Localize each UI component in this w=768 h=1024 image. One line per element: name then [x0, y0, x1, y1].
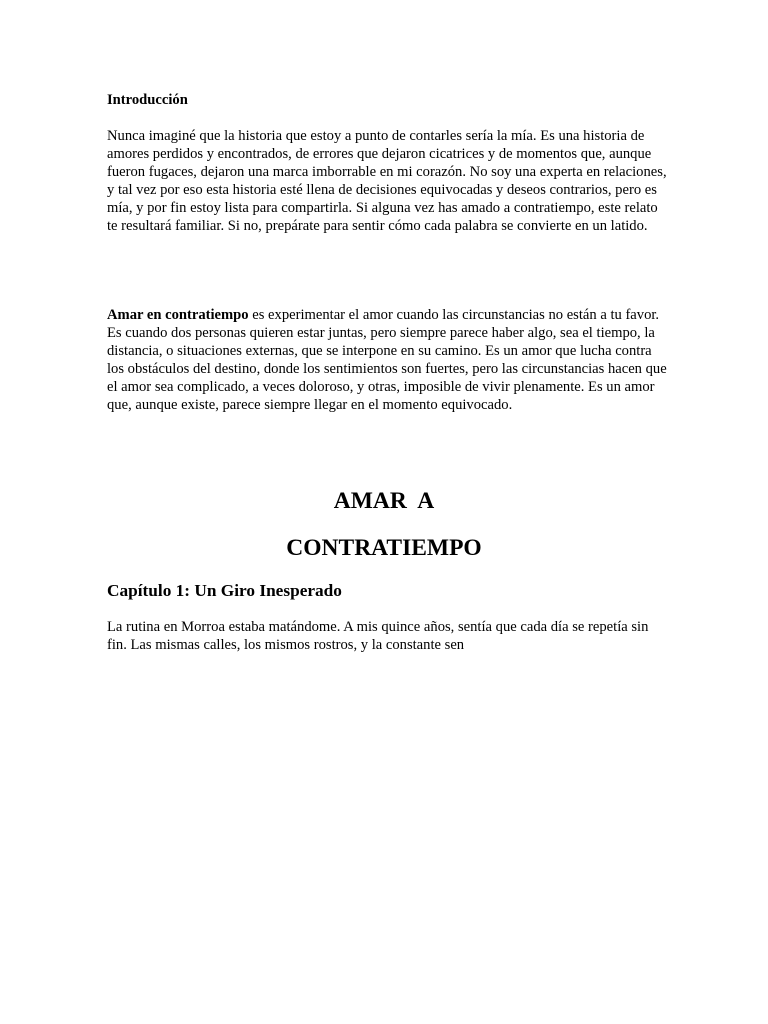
intro-paragraph: Nunca imaginé que la historia que estoy a punto de contarles sería la mía. Es una historia de amores perdidos y encontrados, de errores que dejaron cicatrices y de momentos que, aunque fueron fugaces, dejaron una marca imborrable en mi corazón. No soy una experta en relaciones, y tal vez por eso esta historia esté llena de decisiones equivocadas y deseos contrarios, pero es mía, y por fin estoy lista para compartirla. Si alguna vez has amado a contratiempo, este relato te resultará familiar. Si no, prepárate para sentir cómo cada palabra se convierte en un latido. — [107, 128, 667, 234]
intro-heading: Introducción — [107, 92, 188, 108]
book-title-line-1: AMAR A — [333, 488, 435, 514]
definition-paragraph — [107, 307, 667, 414]
chapter-heading: Capítulo 1: Un Giro Inesperado — [107, 581, 342, 600]
definition-term: Amar en contratiempo — [107, 307, 249, 323]
definition-body: es experimentar el amor cuando las circunstancias no están a tu favor. Es cuando dos personas quieren estar juntas, pero siempre parece haber algo, sea el tiempo, la distancia, o situaciones externas, que se interpone en su camino. Es un amor que lucha contra los obstáculos del destino, donde los sentimientos son fuertes, pero las circunstancias hacen que el amor sea complicado, a veces doloroso, y otras, imposible de vivir plenamente. Es un amor que, aunque existe, parece siempre llegar en el momento equivocado. — [107, 307, 667, 413]
chapter-paragraph: La rutina en Morroa estaba matándome. A mis quince años, sentía que cada día se repetía sin fin. Las mismas calles, los mismos rostros, y la constante sen — [107, 619, 649, 653]
book-title-line-2: CONTRATIEMPO — [286, 535, 482, 561]
